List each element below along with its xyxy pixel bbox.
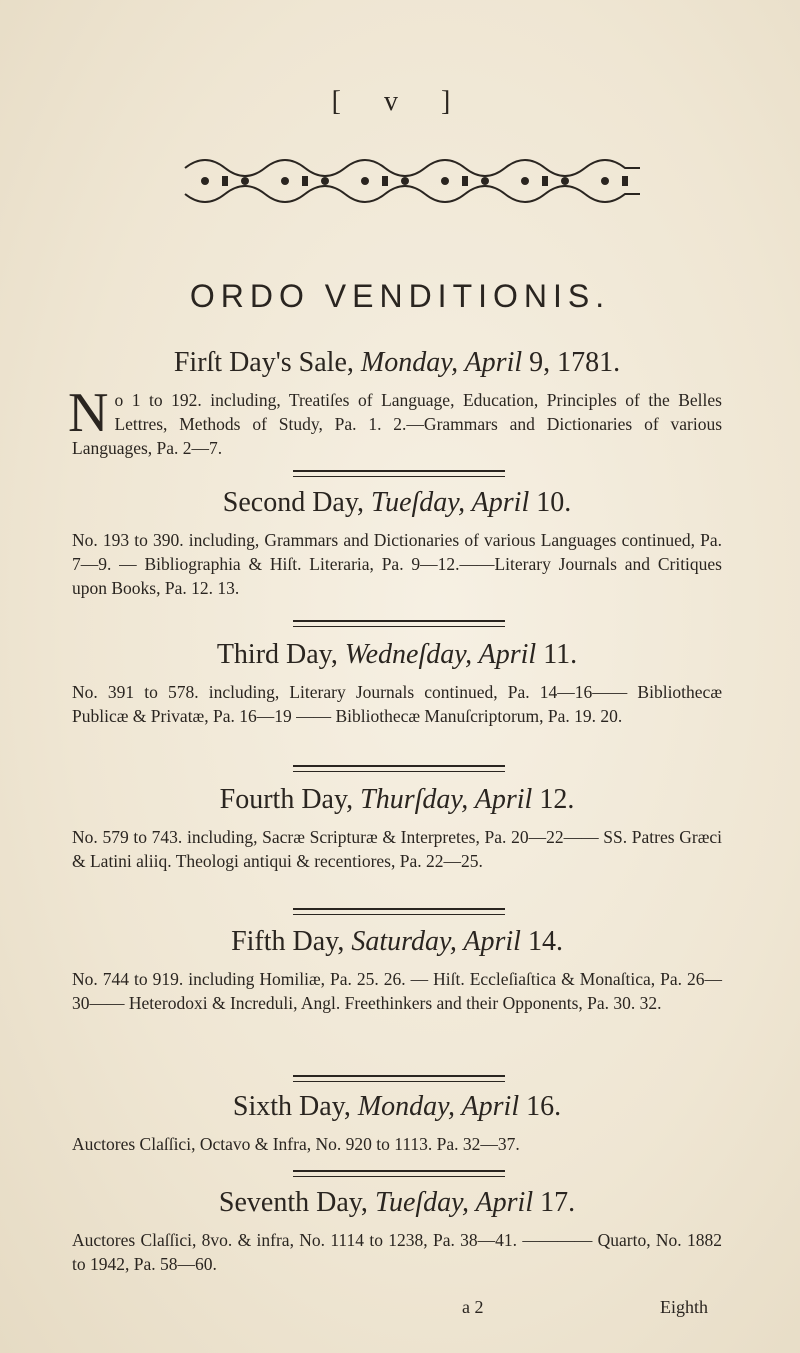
- section-divider: [293, 908, 505, 915]
- day-title: Fifth Day, Saturday, April 14.: [231, 926, 563, 957]
- day-description: No. 193 to 390. including, Grammars and Dictionaries of various Languages continued, Pa. 7—9. — Bibliographia & Hiſt. Literaria, Pa. 9—12.——Literary Journals and Critiques upon Books, Pa. 12. 13.: [72, 530, 722, 598]
- decorative-ornament-band: [180, 150, 645, 212]
- day-section-3: [72, 638, 722, 728]
- day-title: Sixth Day, Monday, April 16.: [232, 1091, 562, 1122]
- day-section-6: [72, 1090, 722, 1156]
- day-description: No 1 to 192. including, Treatiſes of Language, Education, Principles of the Belles Lettres, Methods of Study, Pa. 1. 2.—Grammars and Dictionaries of various Languages, Pa. 2—7.: [68, 382, 722, 458]
- day-section-1: [68, 346, 722, 460]
- section-divider: [293, 765, 505, 772]
- day-title: Seventh Day, Tueſday, April 17.: [218, 1187, 576, 1218]
- section-divider: [293, 620, 505, 627]
- section-divider: [293, 1170, 505, 1177]
- signature-mark: a 2: [462, 1297, 484, 1317]
- day-description: Auctores Claſſici, 8vo. & infra, No. 1114 to 1238, Pa. 38—41. ———— Quarto, No. 1882 to 1942, Pa. 58—60.: [72, 1230, 722, 1274]
- day-section-4: [72, 783, 722, 873]
- section-divider: [293, 470, 505, 477]
- section-divider: [293, 1075, 505, 1082]
- day-description: Auctores Claſſici, Octavo & Infra, No. 920 to 1113. Pa. 32—37.: [72, 1134, 520, 1154]
- main-heading: ORDO VENDITIONIS.: [189, 278, 611, 314]
- day-section-5: [72, 925, 722, 1015]
- day-title: Third Day, Wedneſday, April 11.: [216, 639, 578, 670]
- catchword: Eighth: [660, 1297, 708, 1317]
- page-number: [ v ]: [331, 86, 469, 117]
- day-description: No. 579 to 743. including, Sacræ Scripturæ & Interpretes, Pa. 20—22—— SS. Patres Græci & Latini aliiq. Theologi antiqui & recentiores, Pa. 22—25.: [72, 827, 722, 871]
- day-description: No. 744 to 919. including Homiliæ, Pa. 25. 26. — Hiſt. Eccleſiaſtica & Monaſtica, Pa. 26—30—— Heterodoxi & Increduli, Angl. Freethinkers and their Opponents, Pa. 30. 32.: [72, 969, 722, 1013]
- day-title: Firſt Day's Sale, Monday, April 9, 1781.: [173, 347, 621, 378]
- day-section-2: [72, 486, 722, 600]
- drop-cap: N: [68, 382, 109, 444]
- day-title: Fourth Day, Thurſday, April 12.: [219, 784, 575, 815]
- day-title: Second Day, Tueſday, April 10.: [222, 487, 572, 518]
- day-section-7: [72, 1186, 722, 1276]
- day-description: No. 391 to 578. including, Literary Journals continued, Pa. 14—16—— Bibliothecæ Publicæ & Privatæ, Pa. 16—19 —— Bibliothecæ Manuſcriptorum, Pa. 19. 20.: [72, 682, 722, 726]
